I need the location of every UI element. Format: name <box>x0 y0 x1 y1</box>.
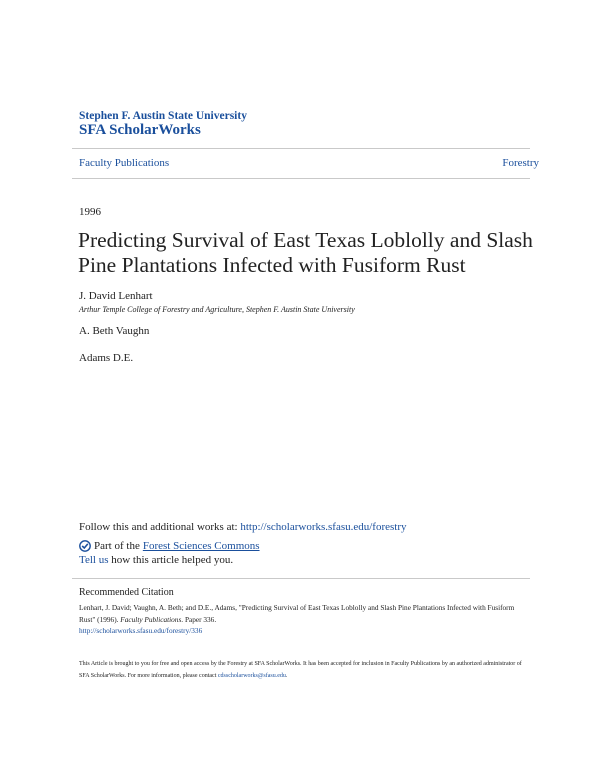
contact-email-link[interactable]: cdsscholarworks@sfasu.edu <box>217 672 286 679</box>
follow-url-link[interactable]: http://scholarworks.sfasu.edu/forestry <box>240 521 407 533</box>
recommended-citation-heading: Recommended Citation <box>79 587 174 598</box>
tell-us-link[interactable]: Tell us <box>79 554 109 566</box>
access-notice <box>79 659 529 682</box>
divider-nav <box>72 178 530 179</box>
author-name: A. Beth Vaughn <box>79 325 150 337</box>
citation-series: Faculty Publications <box>120 614 182 624</box>
author-name: J. David Lenhart <box>79 290 153 302</box>
part-of-prefix: Part of the <box>94 540 140 552</box>
forestry-link[interactable]: Forestry <box>502 157 539 169</box>
forest-sciences-commons-link[interactable]: Forest Sciences Commons <box>142 540 260 552</box>
article-title: Predicting Survival of East Texas Loblolly and Slash Pine Plantations Infected with Fusiform Rust <box>78 228 533 277</box>
access-notice-end: . <box>285 672 288 679</box>
follow-prefix: Follow this and additional works at: <box>79 521 241 533</box>
tell-us-line <box>79 554 233 566</box>
citation-body: Lenhart, J. David; Vaughn, A. Beth; and D.E., Adams, "Predicting Survival of East Texas Loblolly and Slash Pine Plantations Infected with Fusiform Rust" (1996). <box>79 603 515 624</box>
citation-paper: . Paper 336. <box>181 614 217 624</box>
faculty-publications-link[interactable]: Faculty Publications <box>79 157 170 169</box>
divider-top <box>72 148 530 149</box>
citation-url-link[interactable]: http://scholarworks.sfasu.edu/forestry/336 <box>79 626 203 635</box>
part-of-line <box>79 540 260 552</box>
tell-us-suffix: how this article helped you. <box>108 554 234 566</box>
publication-year: 1996 <box>79 206 101 218</box>
network-commons-icon <box>79 540 91 552</box>
university-name[interactable]: Stephen F. Austin State University <box>79 110 247 122</box>
divider-citation <box>72 578 530 579</box>
follow-line <box>79 521 407 533</box>
access-notice-text: This Article is brought to you for free and open access by the Forestry at SFA ScholarWorks. It has been accepted for inclusion in Faculty Publications by an authorized administrator of SFA ScholarWorks. For more information, please contact <box>79 661 522 679</box>
repository-name[interactable]: SFA ScholarWorks <box>79 122 201 138</box>
citation-text <box>79 602 519 637</box>
author-affiliation: Arthur Temple College of Forestry and Agriculture, Stephen F. Austin State University <box>79 305 355 314</box>
author-name: Adams D.E. <box>79 352 134 364</box>
